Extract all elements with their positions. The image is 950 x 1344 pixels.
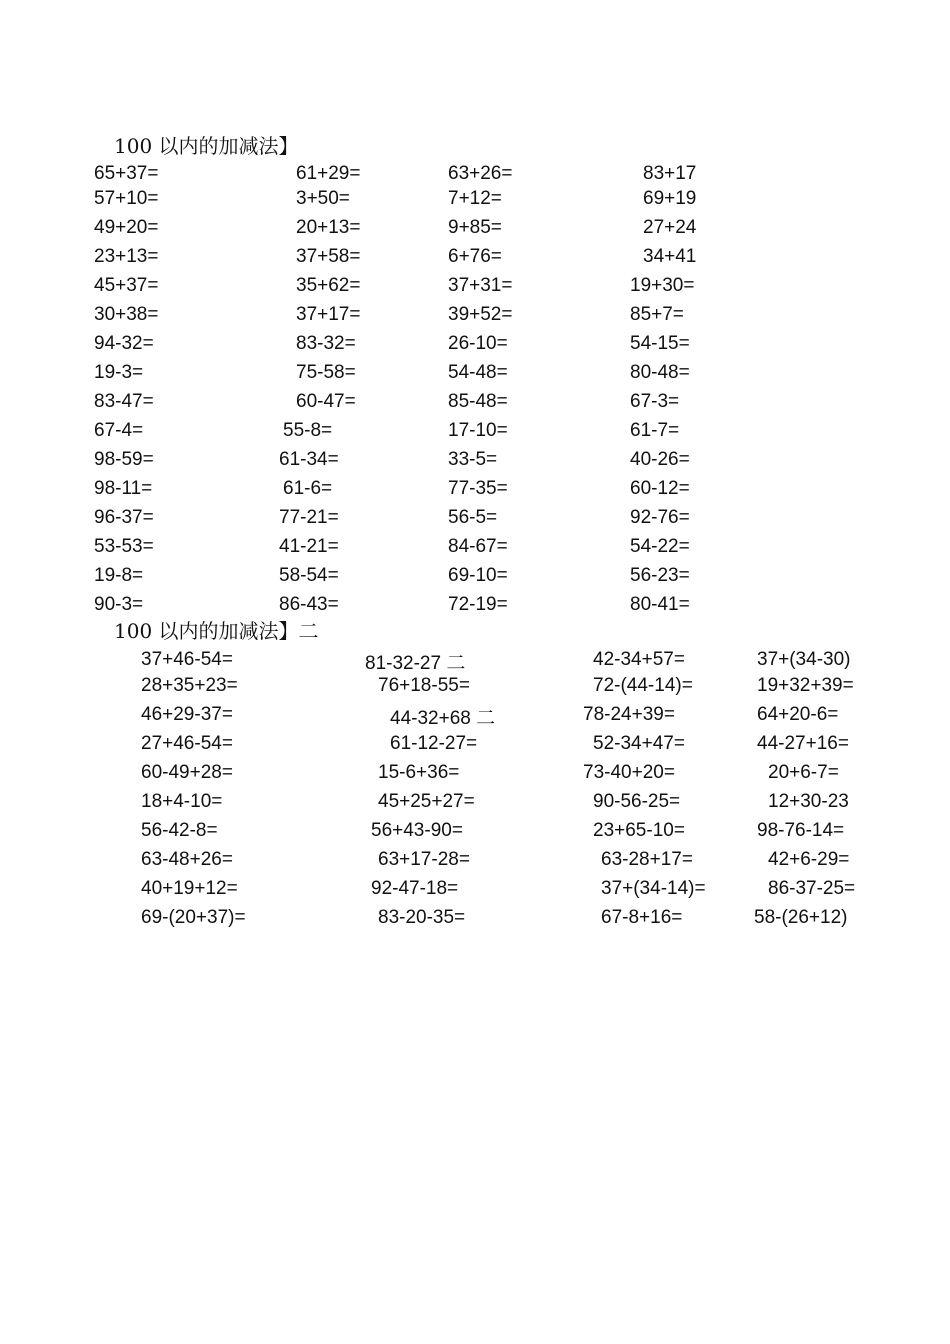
math-problem: 33-5=	[448, 449, 498, 470]
problem-row	[0, 593, 950, 617]
problem-row	[0, 245, 950, 269]
problem-row	[0, 506, 950, 530]
math-problem: 98-11=	[94, 478, 153, 499]
math-problem: 44-27+16=	[757, 733, 849, 754]
problem-row	[0, 477, 950, 501]
math-problem: 23+65-10=	[593, 820, 685, 841]
math-problem: 42+6-29=	[768, 849, 850, 870]
math-problem: 37+(34-30)	[757, 649, 851, 670]
math-problem: 92-47-18=	[371, 878, 459, 899]
math-problem: 41-21=	[279, 536, 339, 557]
math-problem: 69-(20+37)=	[141, 907, 246, 928]
math-problem: 28+35+23=	[141, 675, 238, 696]
math-problem: 39+52=	[448, 304, 513, 325]
problem-row	[0, 332, 950, 356]
math-problem: 9+85=	[448, 217, 502, 238]
problem-row	[0, 361, 950, 385]
math-problem: 63+26=	[448, 163, 513, 184]
math-problem: 56-42-8=	[141, 820, 218, 841]
math-problem: 20+13=	[296, 217, 361, 238]
math-problem: 83-47=	[94, 391, 154, 412]
math-problem: 53-53=	[94, 536, 154, 557]
math-problem: 60-12=	[630, 478, 690, 499]
math-problem: 46+29-37=	[141, 704, 233, 725]
math-problem: 85+7=	[630, 304, 684, 325]
math-problem: 85-48=	[448, 391, 508, 412]
math-problem: 60-47=	[296, 391, 356, 412]
math-problem: 61-12-27=	[390, 733, 478, 754]
math-problem: 72-19=	[448, 594, 508, 615]
math-problem: 61+29=	[296, 163, 361, 184]
math-problem: 83-20-35=	[378, 907, 466, 928]
problem-row	[0, 216, 950, 240]
math-problem: 3+50=	[296, 188, 350, 209]
math-problem: 56+43-90=	[371, 820, 463, 841]
math-problem: 90-3=	[94, 594, 144, 615]
math-problem: 75-58=	[296, 362, 356, 383]
section2-heading: 100 以内的加减法】二	[114, 619, 319, 643]
problem-row	[0, 819, 950, 843]
problem-row	[0, 877, 950, 901]
problem-row	[0, 564, 950, 588]
math-problem: 40-26=	[630, 449, 690, 470]
math-problem: 64+20-6=	[757, 704, 839, 725]
math-problem: 98-59=	[94, 449, 154, 470]
math-problem: 54-15=	[630, 333, 690, 354]
math-problem: 37+(34-14)=	[601, 878, 706, 899]
problem-row	[0, 303, 950, 327]
math-problem: 18+4-10=	[141, 791, 223, 812]
math-problem: 7+12=	[448, 188, 502, 209]
math-problem: 44-32+68 二	[390, 708, 496, 729]
problem-row	[0, 187, 950, 211]
problem-row	[0, 906, 950, 930]
math-problem: 83+17	[643, 163, 697, 184]
math-problem: 45+25+27=	[378, 791, 475, 812]
math-problem: 63-28+17=	[601, 849, 693, 870]
math-problem: 61-34=	[279, 449, 339, 470]
problem-row	[0, 761, 950, 785]
problem-row	[0, 848, 950, 872]
math-problem: 17-10=	[448, 420, 508, 441]
math-problem: 19-8=	[94, 565, 144, 586]
problem-row	[0, 732, 950, 756]
problem-row	[0, 274, 950, 298]
math-problem: 58-54=	[279, 565, 339, 586]
math-problem: 37+17=	[296, 304, 361, 325]
math-problem: 96-37=	[94, 507, 154, 528]
problem-row	[0, 419, 950, 443]
math-problem: 45+37=	[94, 275, 159, 296]
math-problem: 94-32=	[94, 333, 154, 354]
math-problem: 63+17-28=	[378, 849, 470, 870]
problem-row	[0, 674, 950, 698]
math-problem: 49+20=	[94, 217, 159, 238]
problem-row	[0, 703, 950, 727]
math-problem: 34+41	[643, 246, 697, 267]
math-problem: 37+46-54=	[141, 649, 233, 670]
math-problem: 56-5=	[448, 507, 498, 528]
math-problem: 12+30-23	[768, 791, 849, 812]
math-problem: 61-6=	[283, 478, 333, 499]
problem-row	[0, 448, 950, 472]
math-problem: 80-48=	[630, 362, 690, 383]
math-problem: 35+62=	[296, 275, 361, 296]
math-problem: 37+31=	[448, 275, 513, 296]
math-problem: 23+13=	[94, 246, 159, 267]
math-problem: 73-40+20=	[583, 762, 675, 783]
math-problem: 67-8+16=	[601, 907, 683, 928]
problem-row	[0, 648, 950, 672]
math-problem: 27+24	[643, 217, 697, 238]
math-problem: 27+46-54=	[141, 733, 233, 754]
math-problem: 69-10=	[448, 565, 508, 586]
math-problem: 20+6-7=	[768, 762, 839, 783]
problem-row	[0, 790, 950, 814]
math-problem: 6+76=	[448, 246, 502, 267]
math-problem: 72-(44-14)=	[593, 675, 693, 696]
math-problem: 77-21=	[279, 507, 339, 528]
math-problem: 86-43=	[279, 594, 339, 615]
math-problem: 30+38=	[94, 304, 159, 325]
math-problem: 19+30=	[630, 275, 695, 296]
math-problem: 77-35=	[448, 478, 508, 499]
math-problem: 90-56-25=	[593, 791, 681, 812]
problem-row	[0, 535, 950, 559]
problem-row	[0, 162, 950, 186]
math-problem: 63-48+26=	[141, 849, 233, 870]
math-problem: 58-(26+12)	[754, 907, 848, 928]
math-problem: 78-24+39=	[583, 704, 675, 725]
math-problem: 54-48=	[448, 362, 508, 383]
math-problem: 55-8=	[283, 420, 333, 441]
math-problem: 61-7=	[630, 420, 680, 441]
math-problem: 67-4=	[94, 420, 144, 441]
problem-row	[0, 390, 950, 414]
math-problem: 57+10=	[94, 188, 159, 209]
math-problem: 98-76-14=	[757, 820, 845, 841]
math-problem: 84-67=	[448, 536, 508, 557]
math-problem: 81-32-27 二	[365, 653, 466, 674]
math-problem: 15-6+36=	[378, 762, 460, 783]
math-problem: 52-34+47=	[593, 733, 685, 754]
math-problem: 86-37-25=	[768, 878, 856, 899]
math-problem: 37+58=	[296, 246, 361, 267]
math-problem: 92-76=	[630, 507, 690, 528]
math-problem: 76+18-55=	[378, 675, 470, 696]
math-problem: 26-10=	[448, 333, 508, 354]
math-problem: 56-23=	[630, 565, 690, 586]
math-problem: 19-3=	[94, 362, 144, 383]
math-problem: 60-49+28=	[141, 762, 233, 783]
math-problem: 83-32=	[296, 333, 356, 354]
math-problem: 40+19+12=	[141, 878, 238, 899]
math-problem: 69+19	[643, 188, 697, 209]
math-problem: 54-22=	[630, 536, 690, 557]
math-problem: 42-34+57=	[593, 649, 685, 670]
math-problem: 19+32+39=	[757, 675, 854, 696]
math-problem: 80-41=	[630, 594, 690, 615]
section1-heading: 100 以内的加减法】	[114, 134, 299, 158]
math-problem: 67-3=	[630, 391, 680, 412]
math-problem: 65+37=	[94, 163, 159, 184]
